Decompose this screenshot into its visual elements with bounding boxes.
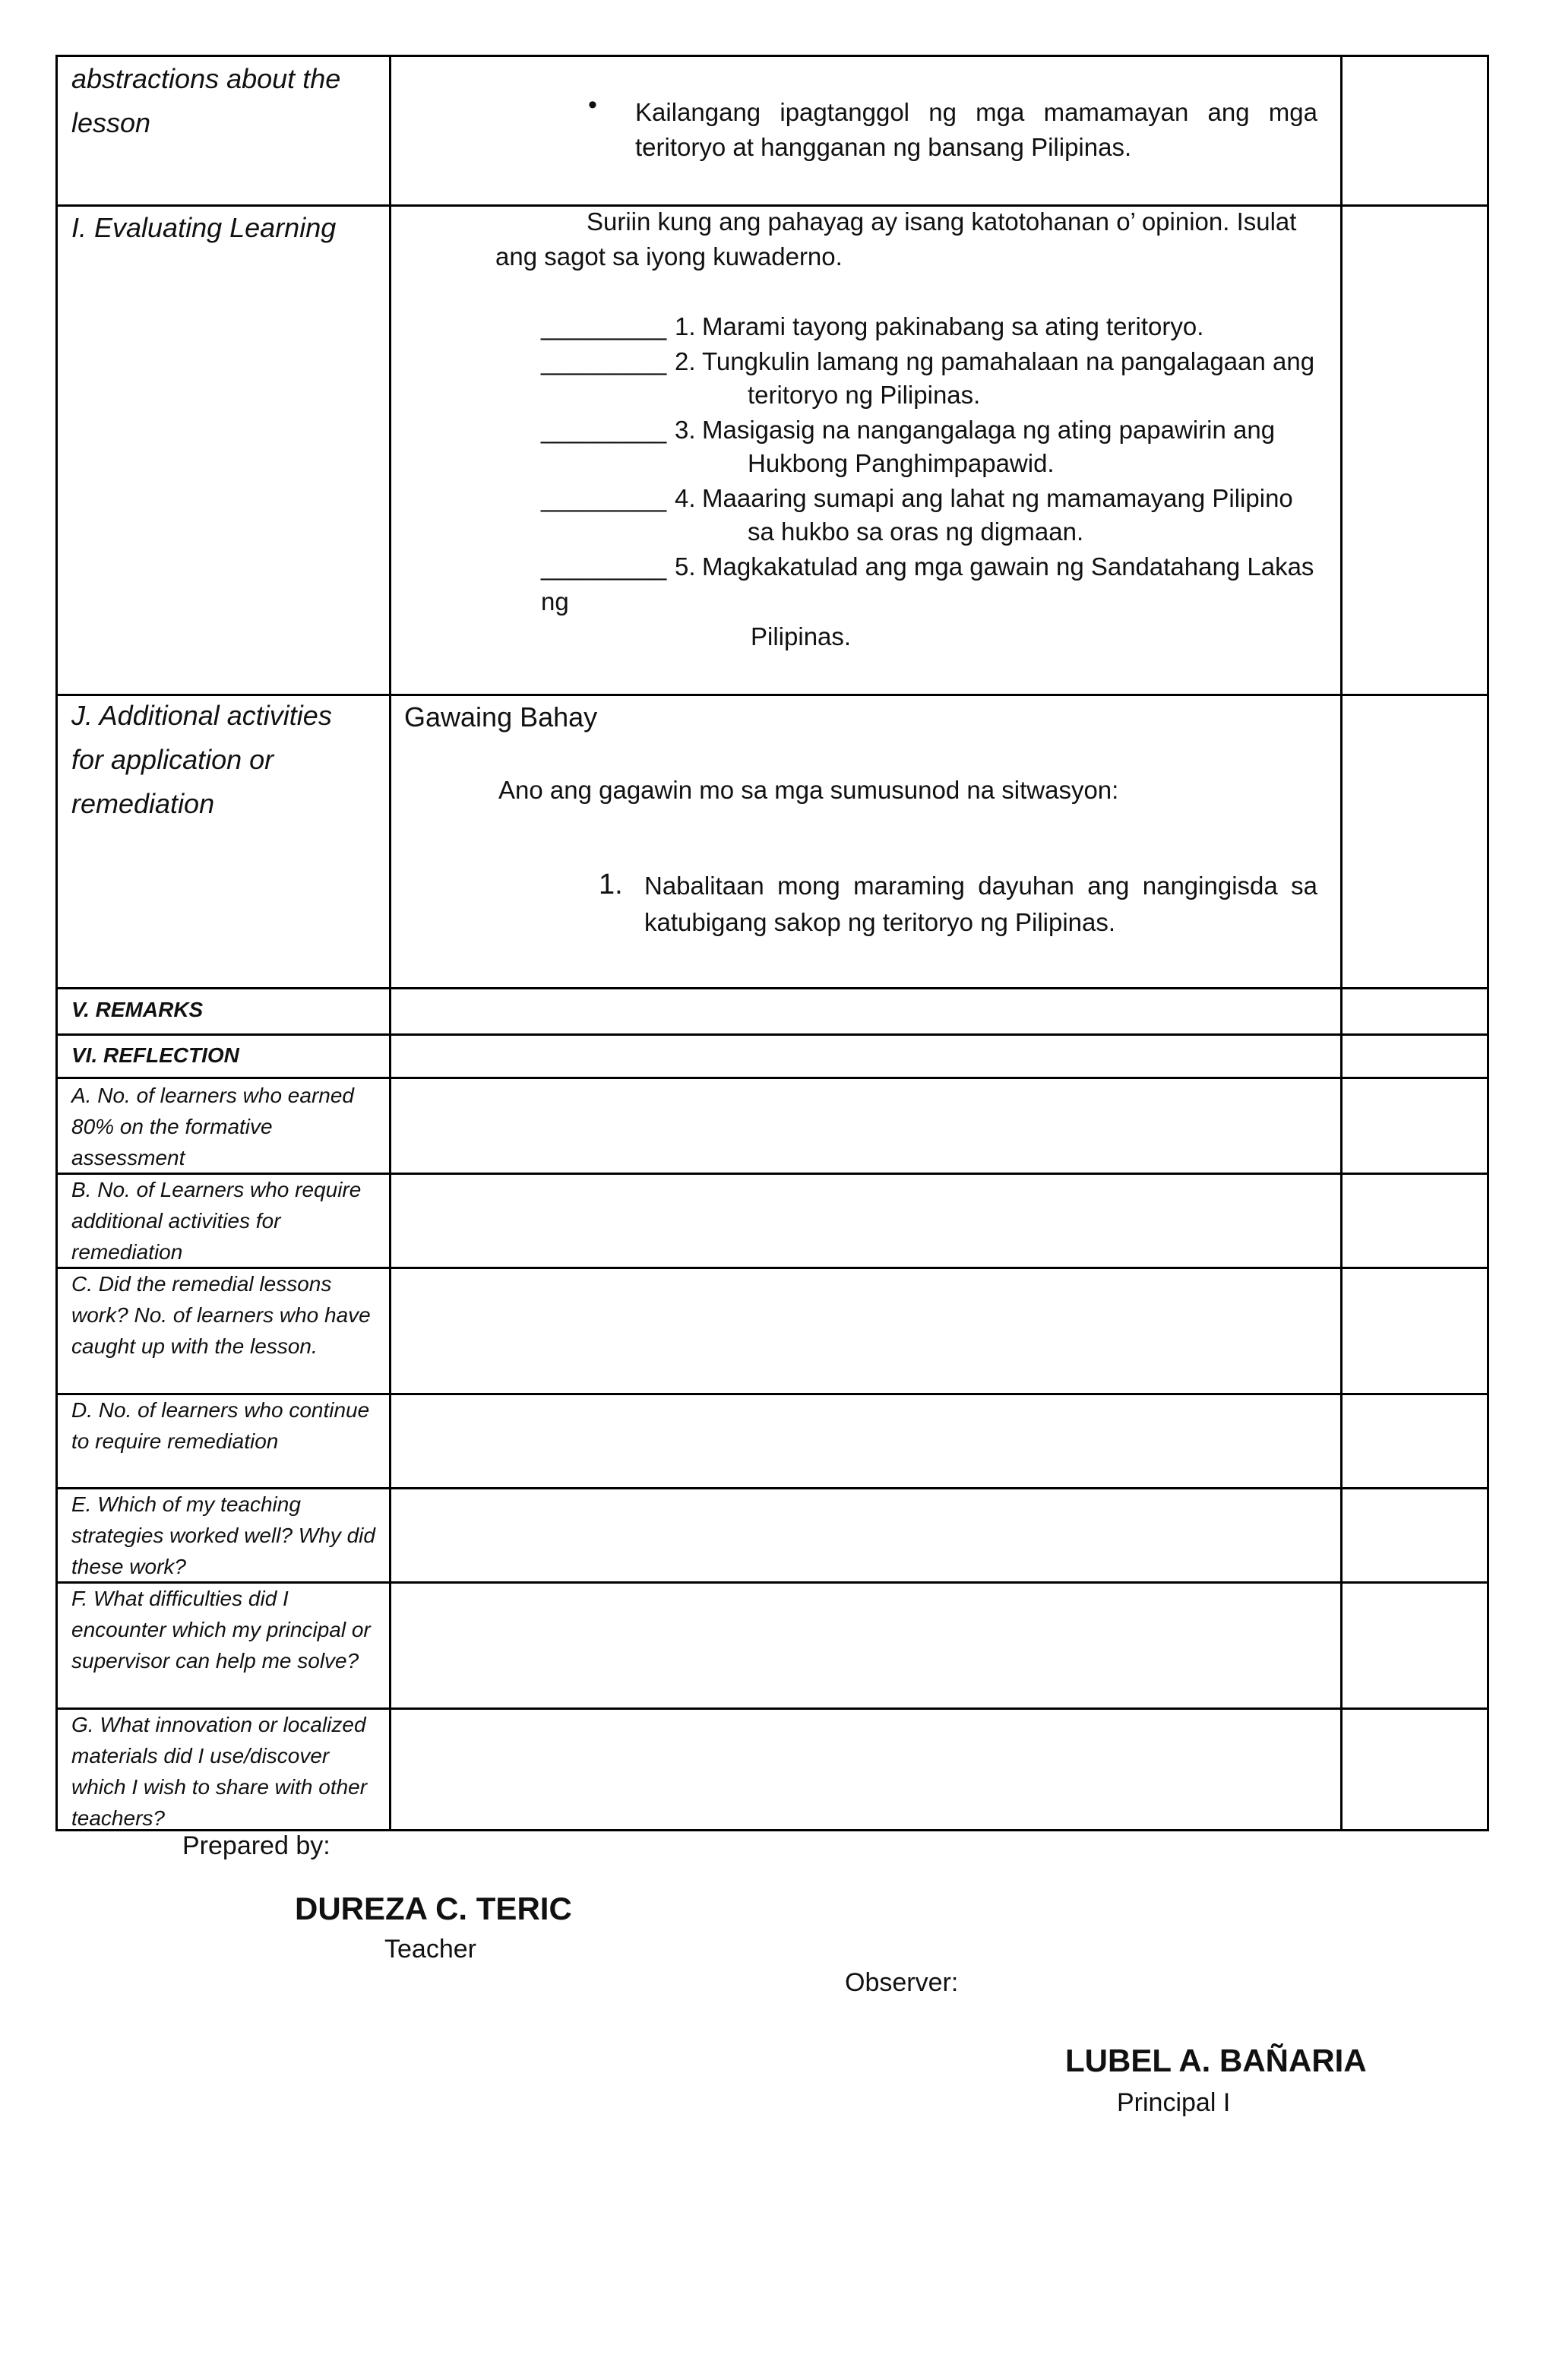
item-text: Tungkulin lamang ng pamahalaan na pangalagaan ang: [702, 347, 1315, 375]
teacher-title: Teacher: [384, 1935, 476, 1964]
answer-blank: _________: [541, 347, 667, 375]
teacher-name: DUREZA C. TERIC: [295, 1891, 572, 1926]
homework-item-line-1: Nabalitaan mong maraming dayuhan ang nangingisda sa: [644, 872, 1317, 900]
item-text: Maaaring sumapi ang lahat ng mamamayang Pilipino: [702, 484, 1293, 512]
answer-blank: _________: [541, 552, 667, 581]
reflection-item-g: G. What innovation or localized materials did I use/discover which I wish to share with other teachers?: [71, 1713, 368, 1830]
additional-label-line-1: J. Additional activities: [71, 700, 332, 731]
item-number: 1.: [675, 312, 696, 340]
homework-item-line-2: katubigang sakop ng teritoryo ng Pilipinas.: [644, 908, 1116, 936]
remarks-label: V. REMARKS: [71, 998, 204, 1021]
additional-label-line-2: for application or: [71, 744, 274, 775]
additional-label-line-3: remediation: [71, 788, 215, 819]
item-number: 5.: [675, 552, 696, 581]
item-text-cont: Pilipinas.: [751, 622, 852, 650]
item-text-cont: teritoryo ng Pilipinas.: [748, 381, 981, 409]
item-number: 3.: [675, 416, 696, 444]
prepared-by-label: Prepared by:: [182, 1831, 330, 1860]
item-text-cont: sa hukbo sa oras ng digmaan.: [748, 517, 1084, 546]
bullet-icon: •: [588, 90, 597, 119]
abstractions-label: abstractions about the lesson: [71, 63, 341, 138]
item-text: Magkakatulad ang mga gawain ng Sandatahang Lakas: [702, 552, 1314, 581]
abstractions-bullet-text: Kailangang ipagtanggol ng mga mamamayan ang mga teritoryo at hangganan ng bansang Pilipinas.: [635, 98, 1317, 161]
lesson-plan-table: [55, 55, 1489, 1831]
item-text: Marami tayong pakinabang sa ating teritoryo.: [702, 312, 1204, 340]
reflection-item-a: A. No. of learners who earned 80% on the formative assessment: [71, 1084, 354, 1169]
item-text: Masigasig na nangangalaga ng ating papawirin ang: [702, 416, 1276, 444]
instruction-line-2: ang sagot sa iyong kuwaderno.: [495, 242, 843, 271]
reflection-label: VI. REFLECTION: [71, 1043, 239, 1067]
reflection-item-c: C. Did the remedial lessons work? No. of learners who have caught up with the lesson.: [71, 1272, 371, 1358]
item-text-cont: ng: [541, 587, 569, 616]
abstractions-content: [389, 57, 1340, 204]
item-number: 4.: [675, 484, 696, 512]
homework-question: Ano ang gagawin mo sa mga sumusunod na sitwasyon:: [498, 776, 1119, 804]
instruction-line-1: Suriin kung ang pahayag ay isang katotohanan o’ opinion. Isulat: [587, 207, 1297, 236]
row-divider: [58, 1077, 1487, 1079]
observer-label: Observer:: [845, 1968, 959, 1997]
answer-blank: _________: [541, 484, 667, 512]
homework-item-number: 1.: [599, 869, 623, 900]
column-divider: [1340, 57, 1343, 1829]
observer-title: Principal I: [1117, 2088, 1231, 2117]
additional-label: [58, 694, 389, 987]
reflection-item-d: D. No. of learners who continue to require remediation: [71, 1398, 370, 1453]
reflection-item-b: B. No. of Learners who require additional activities for remediation: [71, 1178, 362, 1264]
evaluating-label: I. Evaluating Learning: [71, 212, 337, 243]
observer-name: LUBEL A. BAÑARIA: [1065, 2043, 1367, 2078]
reflection-item-e: E. Which of my teaching strategies worked well? Why did these work?: [71, 1492, 375, 1578]
answer-blank: _________: [541, 312, 667, 340]
additional-content: [389, 694, 1340, 987]
item-text-cont: Hukbong Panghimpapawid.: [748, 449, 1055, 477]
homework-heading: Gawaing Bahay: [404, 701, 598, 733]
item-number: 2.: [675, 347, 696, 375]
reflection-item-f: F. What difficulties did I encounter which my principal or supervisor can help me solve?: [71, 1587, 371, 1673]
evaluating-content: [389, 204, 1340, 694]
answer-blank: _________: [541, 416, 667, 444]
